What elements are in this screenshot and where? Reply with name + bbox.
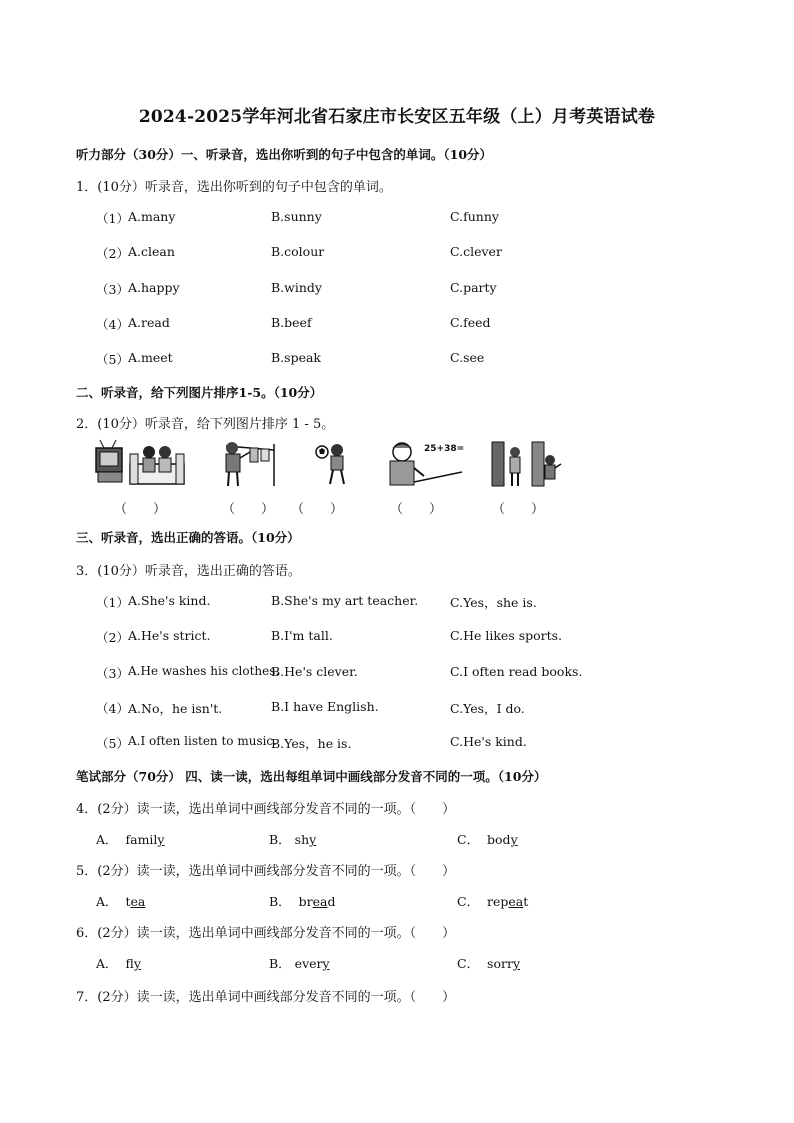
washing-clothes-picture — [218, 438, 278, 488]
q3-option-c[interactable]: C.I often read books. — [450, 664, 583, 679]
q4-option-a[interactable] — [96, 830, 164, 848]
written-section-header: 笔试部分（70分） 四、读一读，选出每组单词中画线部分发音不同的一项。（10分） — [76, 769, 547, 784]
q1-option-a[interactable]: A.many — [128, 209, 176, 224]
word-part: sorr — [487, 956, 513, 971]
q6-option-b[interactable] — [269, 954, 330, 972]
q1-option-b[interactable]: B.colour — [271, 244, 325, 259]
picture-4-answer-blank[interactable]: （ ） — [390, 502, 443, 517]
q1-row-number: （4） — [96, 317, 129, 332]
q6-stem: 6．(2分）读一读，选出单词中画线部分发音不同的一项。（ ） — [76, 926, 456, 941]
option-label: C． — [457, 956, 480, 971]
word-part: t — [125, 894, 131, 909]
underlined-part: y — [157, 832, 165, 847]
q3-row-number: （2） — [96, 630, 129, 645]
q1-row-number: （3） — [96, 282, 129, 297]
q3-stem: 3．(10分）听录音，选出正确的答语。 — [76, 564, 301, 579]
q3-option-a[interactable]: A.No，he isn't. — [128, 701, 223, 716]
picture-3-answer-blank[interactable]: （ ） — [291, 502, 344, 517]
picture-5-answer-blank[interactable]: （ ） — [492, 502, 545, 517]
q3-row-number: （1） — [96, 595, 129, 610]
q3-option-b[interactable]: B.I'm tall. — [271, 628, 333, 643]
q1-option-b[interactable]: B.speak — [271, 350, 321, 365]
word-part: br — [298, 894, 313, 909]
option-label: B． — [269, 894, 291, 909]
option-label: C． — [457, 832, 480, 847]
underlined-part: y — [133, 956, 141, 971]
q3-row-number: （4） — [96, 701, 129, 716]
q6-option-a[interactable] — [96, 954, 141, 972]
q1-option-a[interactable]: A.read — [128, 315, 170, 330]
q1-option-a[interactable]: A.meet — [128, 350, 173, 365]
underlined-part: y — [512, 956, 520, 971]
q3-option-c[interactable]: C.He likes sports. — [450, 628, 563, 643]
q3-option-a[interactable]: A.I often listen to music. — [128, 734, 277, 748]
underlined-part: ea — [508, 894, 524, 909]
option-label: A． — [96, 832, 118, 847]
q3-option-a[interactable]: A.He's strict. — [128, 628, 211, 643]
listening-section-header: 听力部分（30分）一、听录音，选出你听到的句子中包含的单词。（10分） — [76, 147, 493, 162]
q1-row-number: （1） — [96, 211, 129, 226]
q1-option-c[interactable]: C.feed — [450, 315, 491, 330]
q1-option-c[interactable]: C.see — [450, 350, 485, 365]
picture-1-answer-blank[interactable]: （ ） — [114, 502, 167, 517]
page-title: 2024-2025学年河北省石家庄市长安区五年级（上）月考英语试卷 — [138, 107, 656, 127]
q1-option-c[interactable]: C.clever — [450, 244, 502, 259]
q1-option-a[interactable]: A.happy — [128, 280, 180, 295]
q3-option-b[interactable]: B.Yes，he is. — [271, 736, 352, 751]
underlined-part: y — [510, 832, 518, 847]
word-part: d — [327, 894, 336, 909]
q5-option-b[interactable] — [269, 892, 336, 910]
option-label: A． — [96, 956, 118, 971]
q6-option-c[interactable] — [457, 954, 520, 972]
q1-option-b[interactable]: B.windy — [271, 280, 322, 295]
q5-stem: 5．(2分）读一读，选出单词中画线部分发音不同的一项。（ ） — [76, 864, 456, 879]
word-part: fl — [125, 956, 134, 971]
q1-row-number: （2） — [96, 246, 129, 261]
word-part: t — [523, 894, 529, 909]
underlined-part: ea — [130, 894, 146, 909]
q5-option-c[interactable] — [457, 892, 528, 910]
q4-stem: 4．(2分）读一读，选出单词中画线部分发音不同的一项。（ ） — [76, 802, 456, 817]
q2-stem: 2．(10分）听录音，给下列图片排序 1 - 5。 — [76, 417, 335, 432]
word-part: famil — [125, 832, 158, 847]
option-label: A． — [96, 894, 118, 909]
picture-2-answer-blank[interactable]: （ ） — [222, 502, 275, 517]
section-2-header: 二、听录音，给下列图片排序1-5。（10分） — [76, 385, 323, 400]
q3-option-c[interactable]: C.Yes，she is. — [450, 595, 537, 610]
q1-option-c[interactable]: C.party — [450, 280, 497, 295]
q3-option-b[interactable]: B.I have English. — [271, 699, 379, 714]
underlined-part: ea — [312, 894, 328, 909]
option-label: C． — [457, 894, 480, 909]
option-label: B． — [269, 832, 291, 847]
word-part: rep — [487, 894, 509, 909]
playing-football-picture — [312, 440, 352, 486]
section-3-header: 三、听录音，选出正确的答语。（10分） — [76, 530, 300, 545]
q1-option-c[interactable]: C.funny — [450, 209, 499, 224]
option-label: B． — [269, 956, 291, 971]
q3-row-number: （3） — [96, 666, 129, 681]
q1-option-b[interactable]: B.sunny — [271, 209, 322, 224]
word-part: ever — [294, 956, 323, 971]
watching-tv-picture — [94, 438, 188, 488]
q1-stem: 1．(10分）听录音，选出你听到的句子中包含的单词。 — [76, 180, 392, 195]
q4-option-c[interactable] — [457, 830, 518, 848]
q3-option-c[interactable]: C.Yes，I do. — [450, 701, 525, 716]
q3-option-a[interactable]: A.He washes his clothes. — [128, 664, 280, 678]
q1-row-number: （5） — [96, 352, 129, 367]
q3-option-a[interactable]: A.She's kind. — [128, 593, 211, 608]
board-equation: 25+38= — [424, 444, 464, 454]
word-part: sh — [294, 832, 310, 847]
word-part: bod — [487, 832, 511, 847]
maths-teacher-picture — [384, 438, 464, 488]
q3-option-c[interactable]: C.He's kind. — [450, 734, 527, 749]
underlined-part: y — [322, 956, 330, 971]
q3-option-b[interactable]: B.He's clever. — [271, 664, 358, 679]
q1-option-a[interactable]: A.clean — [128, 244, 175, 259]
q3-option-b[interactable]: B.She's my art teacher. — [271, 593, 419, 608]
visiting-picture — [486, 438, 562, 488]
q5-option-a[interactable] — [96, 892, 145, 910]
q1-option-b[interactable]: B.beef — [271, 315, 312, 330]
q4-option-b[interactable] — [269, 830, 316, 848]
q3-row-number: （5） — [96, 736, 129, 751]
underlined-part: y — [309, 832, 317, 847]
q7-stem: 7．(2分）读一读，选出单词中画线部分发音不同的一项。（ ） — [76, 990, 456, 1005]
